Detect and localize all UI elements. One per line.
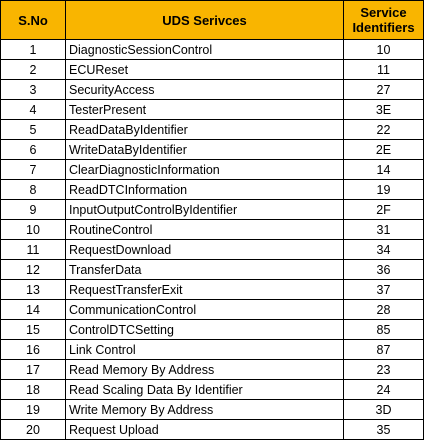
table-row [1, 260, 424, 280]
cell-service-name: CommunicationControl [66, 300, 344, 320]
cell-service-name: RoutineControl [66, 220, 344, 240]
cell-sno: 6 [1, 140, 66, 160]
cell-service-identifier: 14 [344, 160, 424, 180]
cell-service-identifier: 11 [344, 60, 424, 80]
table-body [1, 40, 424, 440]
cell-service-name: Request Upload [66, 420, 344, 440]
cell-sno: 16 [1, 340, 66, 360]
cell-sno: 15 [1, 320, 66, 340]
table-row [1, 140, 424, 160]
table-row [1, 400, 424, 420]
table-row [1, 340, 424, 360]
cell-sno: 10 [1, 220, 66, 240]
cell-service-name: DiagnosticSessionControl [66, 40, 344, 60]
cell-service-name: WriteDataByIdentifier [66, 140, 344, 160]
cell-service-name: TesterPresent [66, 100, 344, 120]
cell-sno: 3 [1, 80, 66, 100]
cell-service-name: RequestDownload [66, 240, 344, 260]
cell-sno: 14 [1, 300, 66, 320]
table-row [1, 40, 424, 60]
table-row [1, 100, 424, 120]
cell-service-identifier: 31 [344, 220, 424, 240]
header-uds-services: UDS Serivces [66, 1, 344, 40]
table-header [1, 1, 424, 40]
cell-sno: 11 [1, 240, 66, 260]
table-row [1, 380, 424, 400]
cell-sno: 2 [1, 60, 66, 80]
cell-sno: 8 [1, 180, 66, 200]
cell-service-name: RequestTransferExit [66, 280, 344, 300]
cell-service-identifier: 28 [344, 300, 424, 320]
cell-service-identifier: 35 [344, 420, 424, 440]
table-row [1, 180, 424, 200]
cell-service-name: Read Scaling Data By Identifier [66, 380, 344, 400]
cell-service-identifier: 3D [344, 400, 424, 420]
cell-sno: 12 [1, 260, 66, 280]
cell-service-name: InputOutputControlByIdentifier [66, 200, 344, 220]
cell-service-identifier: 27 [344, 80, 424, 100]
cell-sno: 20 [1, 420, 66, 440]
table-row [1, 160, 424, 180]
cell-service-identifier: 37 [344, 280, 424, 300]
cell-service-identifier: 85 [344, 320, 424, 340]
cell-sno: 9 [1, 200, 66, 220]
cell-service-name: SecurityAccess [66, 80, 344, 100]
cell-service-identifier: 36 [344, 260, 424, 280]
cell-service-name: ClearDiagnosticInformation [66, 160, 344, 180]
cell-sno: 5 [1, 120, 66, 140]
cell-sno: 13 [1, 280, 66, 300]
table-row [1, 200, 424, 220]
cell-service-name: Read Memory By Address [66, 360, 344, 380]
table-row [1, 280, 424, 300]
cell-service-identifier: 87 [344, 340, 424, 360]
cell-service-name: ECUReset [66, 60, 344, 80]
cell-service-identifier: 3E [344, 100, 424, 120]
cell-service-identifier: 24 [344, 380, 424, 400]
cell-service-identifier: 22 [344, 120, 424, 140]
cell-sno: 4 [1, 100, 66, 120]
cell-sno: 7 [1, 160, 66, 180]
cell-service-identifier: 19 [344, 180, 424, 200]
cell-service-name: Link Control [66, 340, 344, 360]
header-sno: S.No [1, 1, 66, 40]
cell-service-identifier: 10 [344, 40, 424, 60]
cell-service-name: ReadDataByIdentifier [66, 120, 344, 140]
cell-sno: 17 [1, 360, 66, 380]
table-row [1, 120, 424, 140]
cell-service-name: Write Memory By Address [66, 400, 344, 420]
table-row [1, 240, 424, 260]
cell-sno: 18 [1, 380, 66, 400]
cell-service-name: ReadDTCInformation [66, 180, 344, 200]
table-row [1, 360, 424, 380]
header-row [1, 1, 424, 40]
cell-service-identifier: 23 [344, 360, 424, 380]
table-row [1, 420, 424, 440]
table-row [1, 80, 424, 100]
header-service-identifiers: Service Identifiers [344, 1, 424, 40]
cell-service-name: ControlDTCSetting [66, 320, 344, 340]
table-row [1, 320, 424, 340]
table-row [1, 220, 424, 240]
cell-service-name: TransferData [66, 260, 344, 280]
cell-sno: 1 [1, 40, 66, 60]
cell-service-identifier: 2F [344, 200, 424, 220]
cell-service-identifier: 34 [344, 240, 424, 260]
table-row [1, 60, 424, 80]
cell-service-identifier: 2E [344, 140, 424, 160]
cell-sno: 19 [1, 400, 66, 420]
table-row [1, 300, 424, 320]
